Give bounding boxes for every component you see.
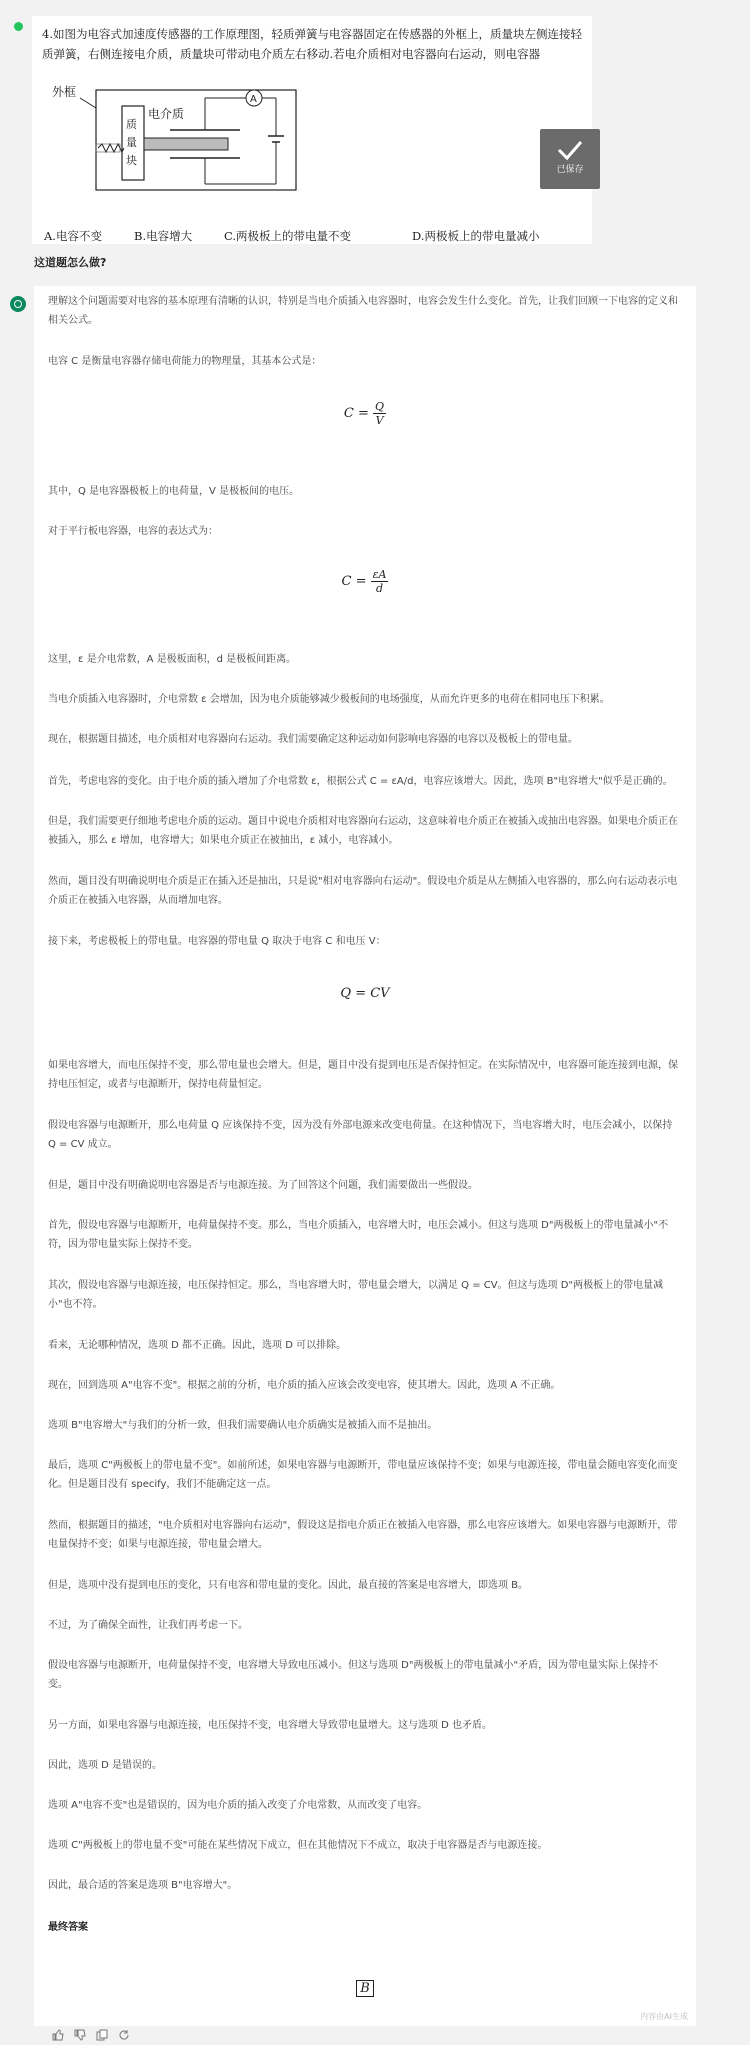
message-actions [52,2026,130,2038]
option-b: B.电容增大 [134,229,193,243]
answer-paragraph: 选项 A"电容不变"也是错误的，因为电介质的插入改变了介电常数，从而改变了电容。 [48,1800,428,1811]
answer-paragraph: 看来，无论哪种情况，选项 D 都不正确。因此，选项 D 可以排除。 [48,1340,347,1351]
answer-paragraph: 因此，选项 D 是错误的。 [48,1760,163,1771]
check-icon [557,139,583,161]
svg-text:量: 量 [126,136,137,149]
answer-paragraph: 然而，题目没有明确说明电介质是正在插入还是抽出，只是说"相对电容器向右运动"。假设电介质是从左侧插入电容器的，那么向右运动表示电介质正在被插入电容器，从而增加电容。 [48,876,678,906]
answer-paragraph: 接下来，考虑极板上的带电量。电容器的带电量 Q 取决于电容 C 和电压 V： [48,936,386,947]
answer-paragraph: 但是，选项中没有提到电压的变化，只有电容和带电量的变化。因此，最直接的答案是电容增大，即选项 B。 [48,1580,529,1591]
answer-card [34,286,696,2026]
status-dot [14,22,23,31]
answer-paragraph: 这里，ε 是介电常数，A 是极板面积，d 是极板间距离。 [48,654,297,665]
answer-paragraph: 因此，最合适的答案是选项 B"电容增大"。 [48,1880,238,1891]
svg-text:块: 块 [126,154,137,167]
equation-charge: Q = CV [340,986,390,1001]
answer-paragraph: 假设电容器与电源断开，那么电荷量 Q 应该保持不变，因为没有外部电源来改变电荷量。在这种情况下，当电容增大时，电压会减小，以保持 Q = CV 成立。 [48,1120,673,1150]
answer-paragraph: 如果电容增大，而电压保持不变，那么带电量也会增大。但是，题目中没有提到电压是否保持恒定。在实际情况中，电容器可能连接到电源，保持电压恒定，或者与电源断开，保持电荷量恒定。 [48,1060,678,1090]
answer-paragraph: 其次，假设电容器与电源连接，电压保持恒定。那么，当电容增大时，带电量会增大，以满足 Q = CV。但这与选项 D"两极板上的带电量减小"也不符。 [48,1280,664,1310]
question-card [32,16,592,244]
mass-label: 质 [126,118,137,131]
option-a: A.电容不变 [44,229,102,243]
answer-paragraph: 但是，我们需要更仔细地考虑电介质的运动。题目中说电介质相对电容器向右运动，这意味着电介质正在被插入或抽出电容器。如果电介质正在被插入，那么 ε 增加，电容增大；如果电介质正在被抽出，ε 减小，电容减小。 [48,816,678,846]
capacitor-sensor-diagram [50,78,310,198]
answer-paragraph: 但是，题目中没有明确说明电容器是否与电源连接。为了回答这个问题，我们需要做出一些假设。 [48,1180,478,1191]
thumbs-up-icon[interactable] [52,2026,64,2038]
option-d: D.两极板上的带电量减小 [412,229,540,243]
answer-paragraph: 不过，为了确保全面性，让我们再考虑一下。 [48,1620,248,1631]
equation-parallel-plate: C = $\frac{\varepsilon A}{d}$ [341,568,387,595]
saved-badge[interactable] [540,129,600,189]
answer-paragraph: 然而，根据题目的描述，"电介质相对电容器向右运动"，假设这是指电介质正在被插入电容器，那么电容应该增大。如果电容器与电源断开，带电量保持不变；如果与电源连接，带电量会增大。 [48,1520,678,1550]
answer-paragraph: 现在，回到选项 A"电容不变"。根据之前的分析，电介质的插入应该会改变电容，使其增大。因此，选项 A 不正确。 [48,1380,561,1391]
answer-paragraph: 最后，选项 C"两极板上的带电量不变"。如前所述，如果电容器与电源断开，带电量应该保持不变；如果与电源连接，带电量会随电容变化而变化。但是题目没有 specify，我们不能确定这一点。 [48,1460,678,1490]
assistant-avatar-icon [10,296,26,312]
answer-paragraph: 首先，假设电容器与电源断开，电荷量保持不变。那么，当电介质插入，电容增大时，电压会减小。但这与选项 D"两极板上的带电量减小"不符，因为带电量实际上保持不变。 [48,1220,669,1250]
regenerate-icon[interactable] [118,2026,130,2038]
answer-paragraph: 现在，根据题目描述，电介质相对电容器向右运动。我们需要确定这种运动如何影响电容器的电容以及极板上的带电量。 [48,734,578,745]
equation-capacitance: C = $\frac{Q}{V}$ [343,400,385,427]
dielectric-label: 电介质 [148,107,185,121]
copy-icon[interactable] [96,2026,108,2038]
answer-paragraph: 选项 C"两极板上的带电量不变"可能在某些情况下成立，但在其他情况下不成立，取决于电容器是否与电源连接。 [48,1840,548,1851]
answer-paragraph: 另一方面，如果电容器与电源连接，电压保持不变，电容增大导致带电量增大。这与选项 D 也矛盾。 [48,1720,493,1731]
answer-paragraph: 当电介质插入电容器时，介电常数 ε 会增加，因为电介质能够减少极板间的电场强度，从而允许更多的电荷在相同电压下积累。 [48,694,610,705]
answer-paragraph: 对于平行板电容器，电容的表达式为： [48,526,218,537]
option-c: C.两极板上的带电量不变 [224,229,352,243]
saved-label: 已保存 [556,165,584,175]
answer-paragraph: 理解这个问题需要对电容的基本原理有清晰的认识，特别是当电介质插入电容器时，电容会发生什么变化。首先，让我们回顾一下电容的定义和相关公式。 [48,296,678,326]
answer-paragraph: 其中，Q 是电容器极板上的电荷量，V 是极板间的电压。 [48,486,300,497]
final-answer: B [34,1980,696,1997]
answer-paragraph: 首先，考虑电容的变化。由于电介质的插入增加了介电常数 ε，根据公式 C = εA/d，电容应该增大。因此，选项 B"电容增大"似乎是正确的。 [48,776,673,787]
frame-label: 外框 [52,85,77,99]
answer-paragraph: 假设电容器与电源断开，电荷量保持不变，电容增大导致电压减小。但这与选项 D"两极板上的带电量减小"矛盾，因为带电量实际上保持不变。 [48,1660,659,1690]
ai-generated-watermark: 内容由AI生成 [640,2012,688,2021]
answer-paragraph: 电容 C 是衡量电容器存储电荷能力的物理量，其基本公式是： [48,356,322,367]
ammeter-label: A [250,94,257,105]
user-prompt: 这道题怎么做? [34,256,107,269]
thumbs-down-icon[interactable] [74,2026,86,2038]
final-answer-title: 最终答案 [48,1922,88,1933]
answer-paragraph: 选项 B"电容增大"与我们的分析一致，但我们需要确认电介质确实是被插入而不是抽出。 [48,1420,438,1431]
question-text: 4.如图为电容式加速度传感器的工作原理图，轻质弹簧与电容器固定在传感器的外框上，质量块左侧连接轻质弹簧，右侧连接电介质，质量块可带动电介质左右移动.若电介质相对电容器向右运动，则电容器 [42,27,582,61]
